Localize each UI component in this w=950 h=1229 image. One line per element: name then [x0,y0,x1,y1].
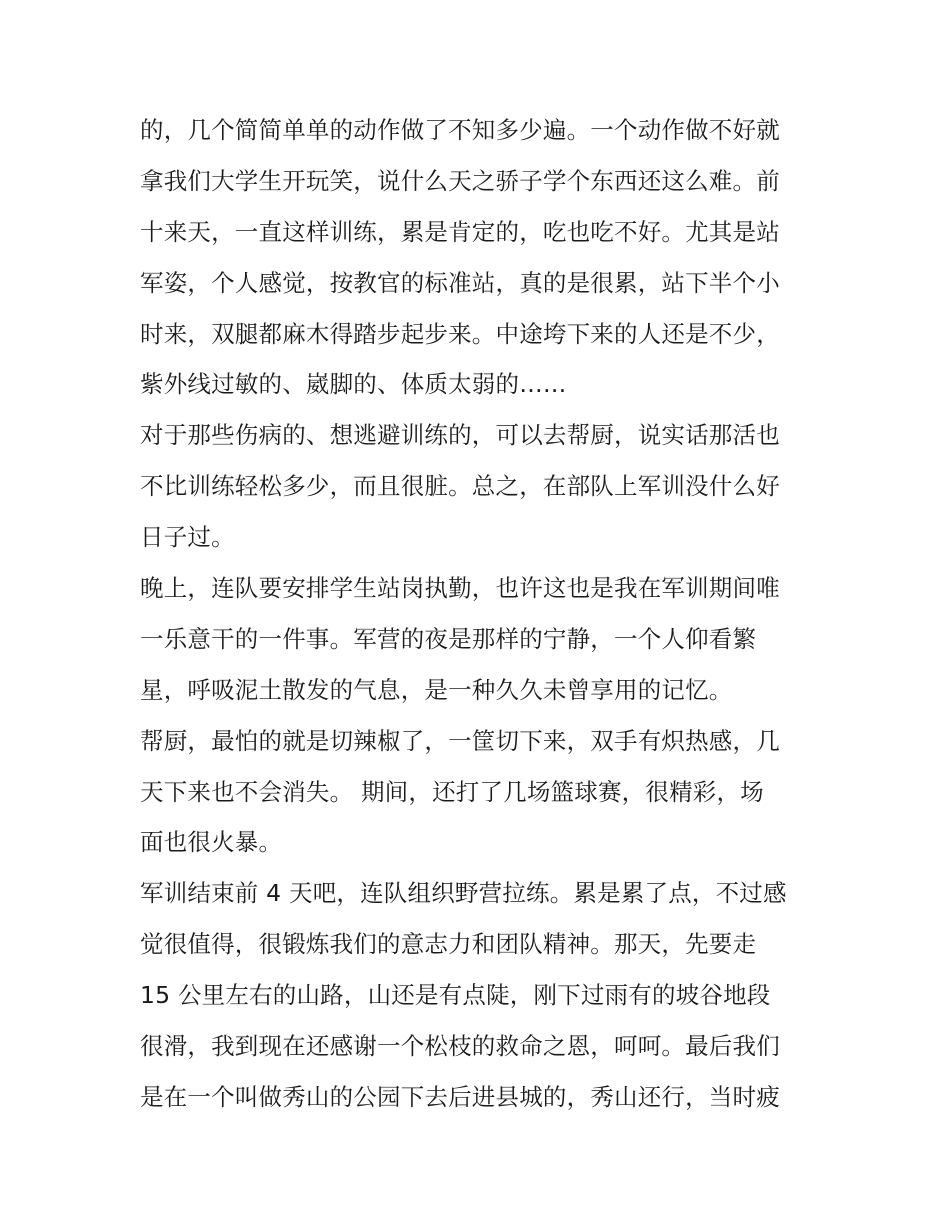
text-line: 觉很值得，很锻炼我们的意志力和团队精神。那天，先要走 [140,930,757,959]
text-line: 不比训练轻松多少，而且很脏。总之，在部队上军训没什么好 [140,472,780,501]
text-line: 的，几个简简单单的动作做了不知多少遍。一个动作做不好就 [140,116,780,144]
text-line: 面也很火暴。 [140,828,283,857]
text-line: 天下来也不会消失。 期间，还打了几场篮球赛，很精彩，场 [140,777,764,806]
text-line: 星，呼吸泥土散发的气息，是一种久久未曾享用的记忆。 [140,675,733,704]
text-line: 时来，双腿都麻木得踏步起步来。中途垮下来的人还是不少， [140,319,780,348]
text-line: 十来天，一直这样训练，累是肯定的，吃也吃不好。尤其是站 [140,217,780,246]
text-line: 军姿，个人感觉，按教官的标准站，真的是很累，站下半个小 [140,268,780,297]
text-line: 15 公里左右的山路，山还是有点陡，刚下过雨有的坡谷地段 [140,981,771,1010]
text-line: 紫外线过敏的、崴脚的、体质太弱的…… [140,370,567,399]
text-line: 一乐意干的一件事。军营的夜是那样的宁静，一个人仰看繁 [140,624,757,653]
body-text [140,105,816,1123]
text-line: 晚上，连队要安排学生站岗执勤，也许这也是我在军训期间唯 [140,574,780,603]
text-line: 拿我们大学生开玩笑，说什么天之骄子学个东西还这么难。前 [140,166,780,195]
text-line: 是在一个叫做秀山的公园下去后进县城的，秀山还行，当时疲 [140,1082,780,1111]
text-line: 对于那些伤病的、想逃避训练的，可以去帮厨，说实话那活也 [140,421,780,450]
text-line: 帮厨，最怕的就是切辣椒了，一筐切下来，双手有炽热感，几 [140,726,780,755]
text-line: 很滑，我到现在还感谢一个松枝的救命之恩，呵呵。最后我们 [140,1032,780,1061]
text-line: 日子过。 [140,523,235,552]
text-line: 军训结束前 4 天吧，连队组织野营拉练。累是累了点，不过感 [140,879,787,908]
